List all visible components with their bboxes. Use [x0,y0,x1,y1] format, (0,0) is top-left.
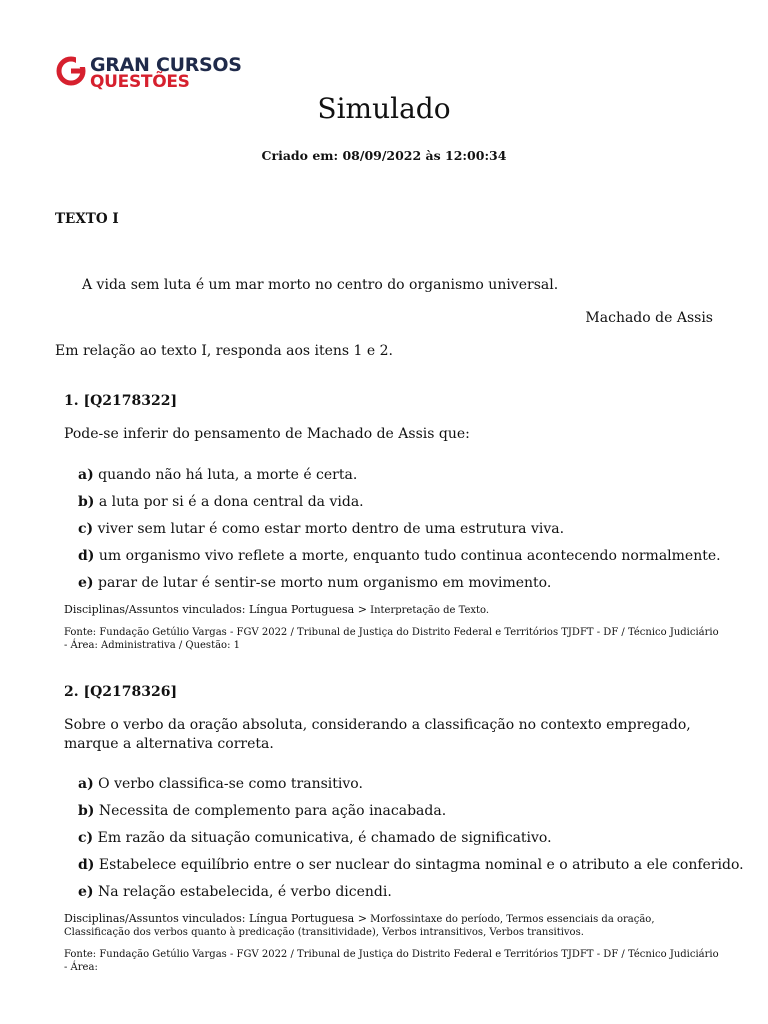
alternative-text: um organismo vivo reflete a morte, enquanto tudo continua acontecendo normalmente. [98,548,721,564]
alternative-letter: e) [78,575,94,591]
alternative-d[interactable] [78,857,744,873]
texto-quote: A vida sem luta é um mar morto no centro do organismo universal. [82,277,559,293]
alternative-letter: b) [78,494,95,510]
disciplines-label: Disciplinas/Assuntos vinculados: Língua Portuguesa > [64,603,367,616]
alternative-letter: e) [78,884,94,900]
disciplines-info [64,912,720,939]
alternative-a[interactable] [78,776,363,792]
alternative-letter: a) [78,467,94,483]
alternative-text: Na relação estabelecida, é verbo dicendi. [97,884,392,900]
alternative-e[interactable] [78,575,551,591]
question-number: 1. [Q2178322] [64,393,178,409]
disciplines-topics: Interpretação de Texto. [370,605,490,616]
disciplines-info [64,603,720,617]
alternative-letter: a) [78,776,94,792]
alternative-text: Estabelece equilíbrio entre o ser nuclear do sintagma nominal e o atributo a ele conferido. [98,857,744,873]
alternative-a[interactable] [78,467,357,483]
disciplines-label: Disciplinas/Assuntos vinculados: Língua Portuguesa > [64,912,367,925]
alternative-c[interactable] [78,521,564,537]
created-timestamp: Criado em: 08/09/2022 às 12:00:34 [261,148,507,163]
texto-intro: Em relação ao texto I, responda aos itens 1 e 2. [55,343,394,359]
texto-author: Machado de Assis [585,310,713,326]
disciplines-topics: Morfossintaxe do período, Termos essenciais da oração, Classificação dos verbos quanto à predicação (transitividade), Verbos intransitivos, Verbos transitivos. [64,914,655,938]
alternative-text: O verbo classifica-se como transitivo. [98,776,363,792]
alternative-text: parar de lutar é sentir-se morto num organismo em movimento. [97,575,552,591]
alternative-letter: d) [78,548,95,564]
question-number: 2. [Q2178326] [64,684,178,700]
alternative-e[interactable] [78,884,392,900]
alternative-letter: c) [78,830,94,846]
alternative-text: viver sem lutar é como estar morto dentro de uma estrutura viva. [97,521,565,537]
alternative-text: Em razão da situação comunicativa, é chamado de significativo. [97,830,552,846]
logo-g-icon [56,56,86,86]
source-info: Fonte: Fundação Getúlio Vargas - FGV 2022 / Tribunal de Justiça do Distrito Federal e Territórios TJDFT - DF / Técnico Judiciário - Área: Administrativa / Questão: 1 [64,627,719,651]
alternative-b[interactable] [78,803,446,819]
alternative-c[interactable] [78,830,552,846]
alternative-text: quando não há luta, a morte é certa. [98,467,358,483]
alternative-letter: d) [78,857,95,873]
page-title: Simulado [317,92,451,125]
source-info: Fonte: Fundação Getúlio Vargas - FGV 2022 / Tribunal de Justiça do Distrito Federal e Territórios TJDFT - DF / Técnico Judiciário - Área: [64,949,719,973]
alternative-d[interactable] [78,548,721,564]
question-stem: Sobre o verbo da oração absoluta, considerando a classificação no contexto empregado, marque a alternativa correta. [64,717,691,752]
question-stem: Pode-se inferir do pensamento de Machado de Assis que: [64,426,470,442]
logo-text-gran-cursos: GRAN CURSOS [90,54,242,76]
texto-heading: TEXTO I [55,211,119,227]
alternative-b[interactable] [78,494,364,510]
alternative-text: Necessita de complemento para ação inacabada. [98,803,447,819]
alternative-letter: c) [78,521,94,537]
logo-text-questoes: QUESTÕES [90,72,190,92]
alternative-text: a luta por si é a dona central da vida. [98,494,364,510]
alternative-letter: b) [78,803,95,819]
brand-logo [56,54,246,94]
